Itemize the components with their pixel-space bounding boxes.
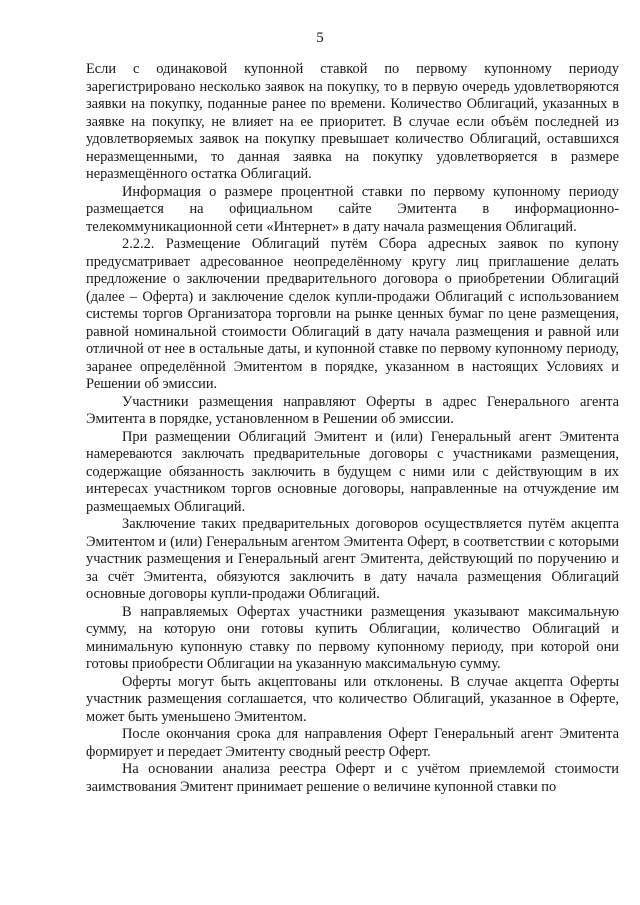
paragraph-bid-priority: Если с одинаковой купонной ставкой по первому купонному периоду зарегистрировано несколько заявок на покупку, то в первую очередь удовлетворяются заявки на покупку, поданные ранее по времени. Количество Облигаций, указанных в заявке на покупку, не влияет на ее приоритет. В случае если объём последней из удовлетворяемых заявок на покупку превышает количество Облигаций, оставшихся неразмещенными, то данная заявка на покупку удовлетворяется в размере неразмещённого остатка Облигаций. <box>86 61 619 182</box>
page-number: 5 <box>316 30 324 46</box>
paragraph-offer-accept-reject: Оферты могут быть акцептованы или отклонены. В случае акцепта Оферты участник размещения соглашается, что количество Облигаций, указанное в Оферте, может быть уменьшено Эмитентом. <box>86 673 619 725</box>
paragraph-offers-registry: После окончания срока для направления Оферт Генеральный агент Эмитента формирует и передает Эмитенту сводный реестр Оферт. <box>86 726 619 760</box>
paragraph-offer-acceptance: Заключение таких предварительных договоров осуществляется путём акцепта Эмитентом и (или) Генеральным агентом Эмитента Оферт, в соответствии с которыми участник размещения и Генеральный агент Эмитента, действующий по поручению и за счёт Эмитента, обязуются заключить в дату начала размещения Облигаций основные договоры купли-продажи Облигаций. <box>86 516 619 602</box>
document-body <box>86 61 619 796</box>
paragraph-section-2-2-2: 2.2.2. Размещение Облигаций путём Сбора адресных заявок по купону предусматривает адресованное неопределённому кругу лиц приглашение делать предложение о заключении предварительного договора о приобретении Облигаций (далее – Оферта) и заключение сделок купли-продажи Облигаций с использованием системы торгов Организатора торговли на рынке ценных бумаг по цене размещения, равной номинальной стоимости Облигаций в дату начала размещения и равной или отличной от нее в остальные даты, и купонной ставке по первому купонному периоду, заранее определённой Эмитентом в порядке, указанном в настоящих Условиях и Решении об эмиссии. <box>86 236 619 392</box>
paragraph-preliminary-agreements: При размещении Облигаций Эмитент и (или) Генеральный агент Эмитента намереваются заключать предварительные договоры с участниками размещения, содержащие обязанность заключить в будущем с ними или с действующим в их интересах участником торгов основные договоры, направленные на отчуждение им размещаемых Облигаций. <box>86 428 619 515</box>
paragraph-offers-submission: Участники размещения направляют Оферты в адрес Генерального агента Эмитента в порядке, установленном в Решении об эмиссии. <box>86 393 619 427</box>
paragraph-coupon-rate-info: Информация о размере процентной ставки по первому купонному периоду размещается на официальном сайте Эмитента в информационно-телекоммуникационной сети «Интернет» в дату начала размещения Облигаций. <box>86 183 619 235</box>
paragraph-offer-contents: В направляемых Офертах участники размещения указывают максимальную сумму, на которую они готовы купить Облигации, количество Облигаций и минимальную купонную ставку по первому купонному периоду, при которой они готовы приобрести Облигации на указанную максимальную сумму. <box>86 603 619 672</box>
paragraph-coupon-decision: На основании анализа реестра Оферт и с учётом приемлемой стоимости заимствования Эмитент принимает решение о величине купонной ставки по <box>86 761 619 795</box>
